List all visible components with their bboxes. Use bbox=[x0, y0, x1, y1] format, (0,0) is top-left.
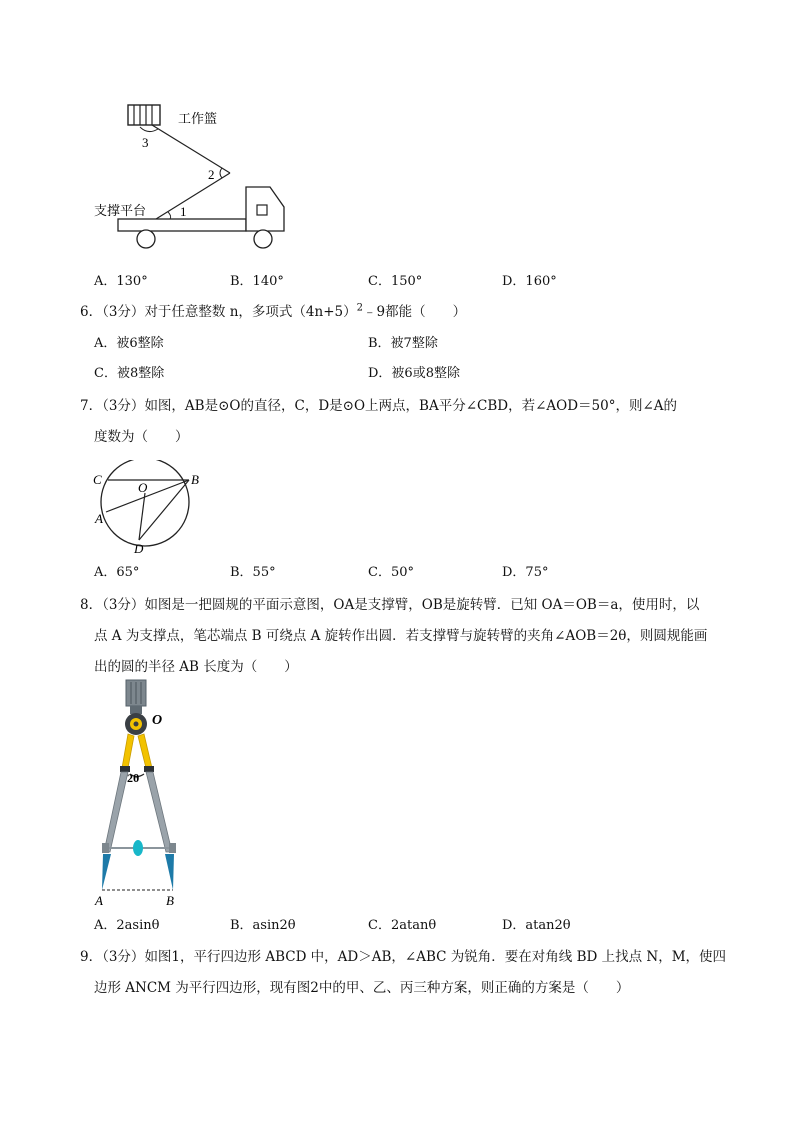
angle-2-label: 2 bbox=[208, 167, 215, 182]
q6-option-b[interactable]: B．被7整除 bbox=[368, 336, 438, 351]
point-b-label: B bbox=[166, 893, 174, 908]
q5-option-b[interactable]: B．140° bbox=[230, 274, 284, 289]
q5-option-c[interactable]: C．150° bbox=[368, 274, 423, 289]
point-a-label: A bbox=[95, 893, 103, 908]
work-basket-icon bbox=[128, 105, 160, 125]
q7-score: （3分） bbox=[102, 398, 145, 414]
q8-stem-line2: 点 A 为支撑点，笔芯端点 B 可绕点 A 旋转作出圆．若支撑臂与旋转臂的夹角∠AOB＝2θ，则圆规能画 bbox=[94, 628, 708, 644]
point-o-label: O bbox=[138, 480, 148, 495]
q6-stem-text: 对于任意整数 n，多项式（4n+5） bbox=[144, 304, 357, 320]
q7-stem-line1 bbox=[80, 394, 677, 414]
q9-score: （3分） bbox=[102, 949, 145, 965]
q9-stem-line2: 边形 ANCM 为平行四边形，现有图2中的甲、乙、丙三种方案，则正确的方案是（ ） bbox=[94, 980, 630, 996]
point-b-label: B bbox=[191, 472, 199, 487]
q8-stem-line1 bbox=[80, 593, 699, 613]
basket-label: 工作篮 bbox=[178, 111, 218, 126]
point-c-label: C bbox=[93, 472, 102, 487]
point-o-label: O bbox=[152, 713, 163, 728]
point-d-label: D bbox=[134, 541, 144, 555]
q6-stem-end: ﹣9都能（ ） bbox=[362, 304, 467, 320]
q8-number: 8． bbox=[80, 597, 103, 613]
q8-stem-line3: 出的圆的半径 AB 长度为（ ） bbox=[94, 659, 298, 675]
q8-option-d[interactable]: D．atan2θ bbox=[502, 918, 571, 933]
q7-option-a[interactable]: A．65° bbox=[94, 565, 140, 580]
q9-line1: 如图1，平行四边形 ABCD 中，AD＞AB，∠ABC 为锐角．要在对角线 BD 上找点 N，M，使四 bbox=[144, 949, 727, 965]
q8-line1: 如图是一把圆规的平面示意图，OA是支撑臂，OB是旋转臂．已知 OA＝OB＝a，使用时，以 bbox=[144, 597, 700, 613]
q6-exponent: 2 bbox=[356, 302, 363, 314]
q8-option-c[interactable]: C．2atanθ bbox=[368, 918, 437, 933]
q5-option-a[interactable]: A．130° bbox=[94, 274, 148, 289]
q6-number: 6． bbox=[80, 304, 103, 320]
q8-option-a[interactable]: A．2asinθ bbox=[94, 918, 160, 933]
angle-2theta-label: 2θ bbox=[127, 771, 140, 785]
q7-option-b[interactable]: B．55° bbox=[230, 565, 276, 580]
q6-option-a[interactable]: A．被6整除 bbox=[94, 336, 164, 351]
q7-circle-figure bbox=[88, 460, 208, 555]
q7-stem-line2: 度数为（ ） bbox=[94, 429, 189, 445]
q9-number: 9． bbox=[80, 949, 103, 965]
q7-number: 7． bbox=[80, 398, 103, 414]
angle-3-label: 3 bbox=[142, 135, 149, 150]
angle-1-label: 1 bbox=[180, 204, 187, 219]
q5-truck-figure bbox=[90, 95, 300, 255]
q6-score: （3分） bbox=[102, 304, 145, 320]
q8-score: （3分） bbox=[102, 597, 145, 613]
q6-option-c[interactable]: C．被8整除 bbox=[94, 366, 165, 381]
q7-option-d[interactable]: D．75° bbox=[502, 565, 549, 580]
q6-stem bbox=[80, 300, 466, 320]
point-a-label: A bbox=[95, 511, 103, 526]
q6-option-d[interactable]: D．被6或8整除 bbox=[368, 366, 460, 381]
q7-line1: 如图，AB是⊙O的直径，C，D是⊙O上两点，BA平分∠CBD，若∠AOD＝50°，则∠A的 bbox=[144, 398, 678, 414]
q9-stem-line1 bbox=[80, 945, 726, 965]
q8-option-b[interactable]: B．asin2θ bbox=[230, 918, 296, 933]
q5-option-d[interactable]: D．160° bbox=[502, 274, 557, 289]
q8-compass-figure bbox=[90, 676, 190, 908]
platform-label: 支撑平台 bbox=[94, 203, 147, 218]
q7-option-c[interactable]: C．50° bbox=[368, 565, 414, 580]
